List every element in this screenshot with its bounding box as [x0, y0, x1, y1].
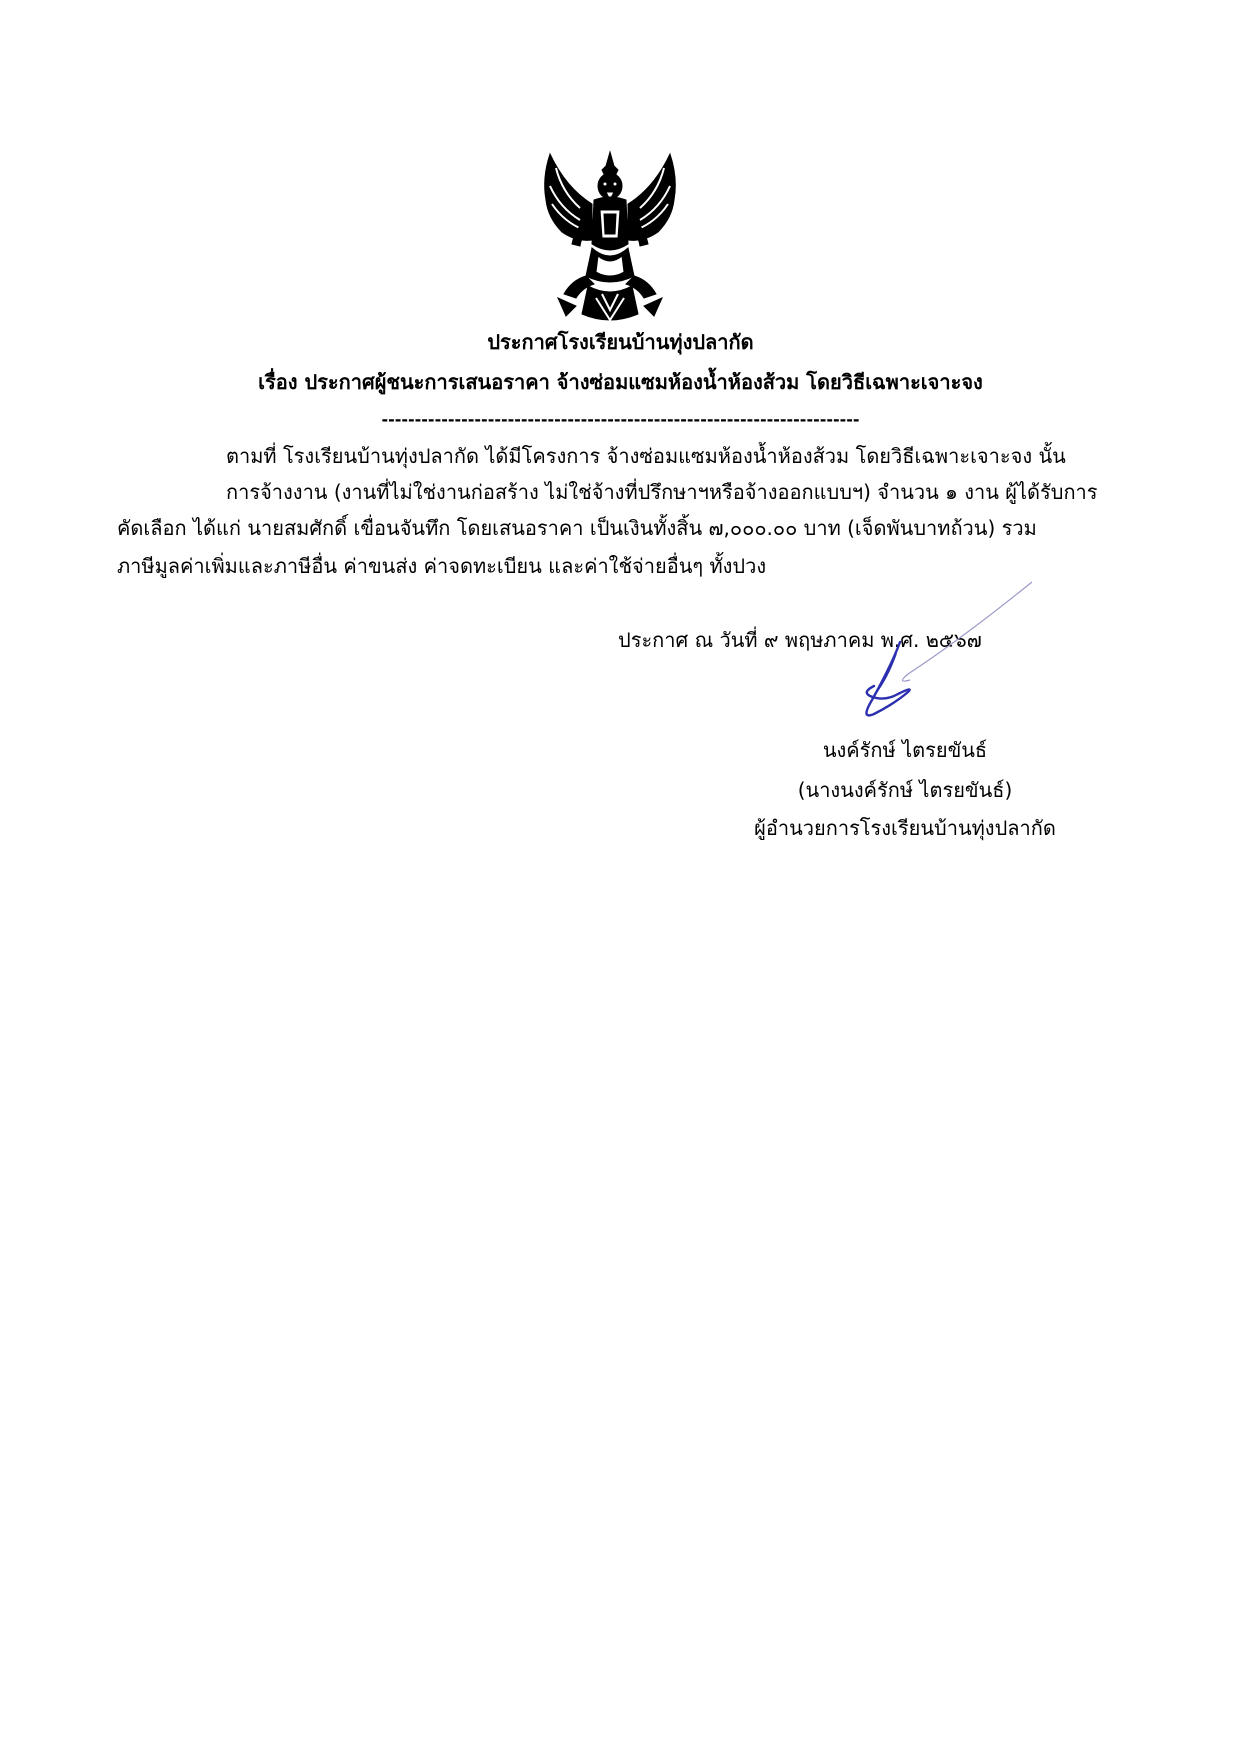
signer-name: นงค์รักษ์ ไตรยขันธ์ [822, 738, 988, 762]
body-line-4: ภาษีมูลค่าเพิ่มและภาษีอื่น ค่าขนส่ง ค่าจดทะเบียน และค่าใช้จ่ายอื่นๆ ทั้งปวง [117, 554, 767, 578]
signature-mark [800, 580, 1040, 730]
announcement-date: ประกาศ ณ วันที่ ๙ พฤษภาคม พ.ศ. ๒๕๖๗ [618, 628, 982, 652]
garuda-emblem-icon [536, 148, 684, 326]
signer-position: ผู้อำนวยการโรงเรียนบ้านทุ่งปลากัด [754, 816, 1056, 840]
body-line-2: การจ้างงาน (งานที่ไม่ใช่งานก่อสร้าง ไม่ใช่จ้างที่ปรึกษาฯหรือจ้างออกแบบฯ) จำนวน ๑ งาน ผู้ได้รับการ [226, 480, 1098, 504]
separator-line: ------------------------------------------------------------------------ [381, 410, 860, 429]
announcement-subject: เรื่อง ประกาศผู้ชนะการเสนอราคา จ้างซ่อมแซมห้องน้ำห้องส้วม โดยวิธีเฉพาะเจาะจง [258, 370, 983, 394]
announcement-title: ประกาศโรงเรียนบ้านทุ่งปลากัด [487, 330, 754, 354]
body-line-3: คัดเลือก ได้แก่ นายสมศักดิ์ เขื่อนจันทึก โดยเสนอราคา เป็นเงินทั้งสิ้น ๗,๐๐๐.๐๐ บาท (เจ็ดพันบาทถ้วน) รวม [117, 516, 1037, 540]
body-line-1: ตามที่ โรงเรียนบ้านทุ่งปลากัด ได้มีโครงการ จ้างซ่อมแซมห้องน้ำห้องส้วม โดยวิธีเฉพาะเจาะจง นั้น [226, 444, 1066, 468]
signer-full-name: (นางนงค์รักษ์ ไตรยขันธ์) [797, 778, 1013, 802]
